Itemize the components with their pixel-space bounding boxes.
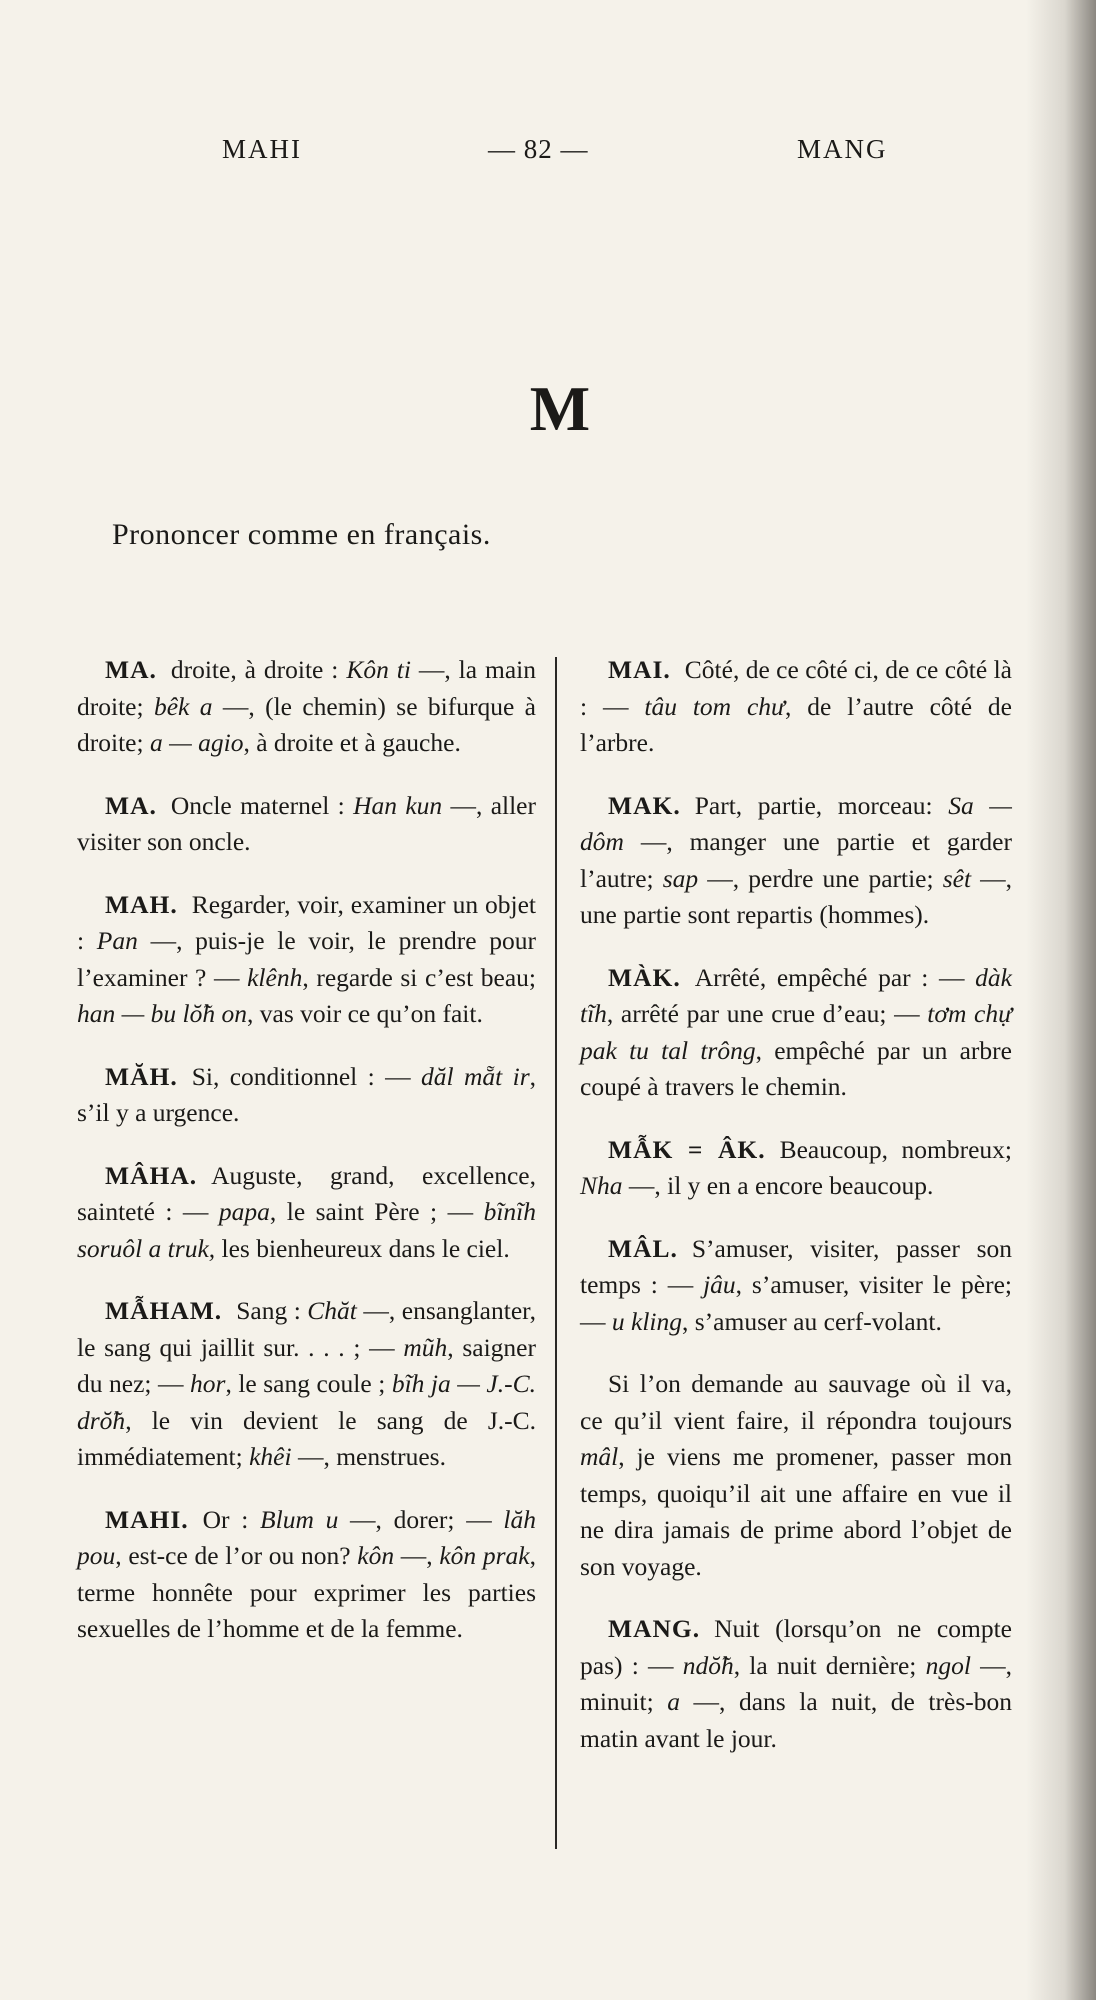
definition-text: Regarder, voir, examiner un objet : [77,889,536,955]
definition-text: Or : [202,1504,261,1534]
example-term: klênh [247,962,303,992]
definition-text: —, aller visiter son oncle. [77,790,536,856]
definition-text: —, (le chemin) se bifurque à droite; [77,691,536,757]
example-term: ndŏ̃h [682,1650,734,1680]
pronunciation-note: Prononcer comme en français. [112,518,491,551]
definition-text: —, minuit; [580,1650,1012,1716]
definition-text: , la nuit dernière; [733,1650,926,1680]
dictionary-entry [77,1502,536,1648]
headword: MĂH. [105,1061,178,1091]
definition-text: —, [394,1541,440,1570]
example-term: dàk tĩh [580,962,1012,1028]
example-term: Nha [580,1171,623,1200]
definition-text: , le sang coule ; [225,1369,392,1398]
dictionary-entry [77,1158,536,1268]
example-term: u kling [611,1306,682,1336]
example-term: lăh pou [77,1504,537,1570]
dictionary-entry [580,1611,1012,1757]
example-term: a — agio [149,728,244,757]
definition-text: , à droite et à gauche. [243,728,461,757]
example-term: bĩnĩh soruôl a truk, [77,1197,536,1263]
definition-text: les bienheureux dans le ciel. [215,1233,510,1263]
definition-text: —, perdre une partie; [698,863,943,893]
headword: MẪHAM. [105,1296,223,1325]
example-term: han — bu lŏ̃h on [77,999,248,1028]
definition-text: —, dorer; — [338,1504,504,1534]
definition-text: , est-ce de l’or ou non? [115,1541,358,1570]
headword: MẪK = ÂK. [608,1134,766,1164]
example-term: hor [190,1369,226,1398]
headword: MAHI. [105,1504,189,1534]
example-term: Pan [96,926,138,955]
definition-text: Si, conditionnel : — [191,1061,421,1091]
example-term: Sa — dôm [580,790,1012,856]
definition-text: —, il y en a encore beaucoup. [622,1171,934,1200]
definition-text: , le saint Père ; — [269,1197,484,1226]
example-term: kôn [357,1541,395,1570]
column-divider [555,657,557,1849]
definition-text: , s’il y a urgence. [77,1061,537,1127]
headword: MANG. [608,1614,701,1643]
example-term: a [667,1687,680,1716]
definition-text: —, ensanglanter, le sang qui jaillit sur. . . . ; — [77,1296,536,1362]
dictionary-entry [580,960,1012,1106]
headword: MA. [105,790,157,820]
example-term: sêt [942,863,972,893]
dictionary-entry [580,788,1012,934]
dictionary-entry [77,1293,536,1476]
definition-text: —, manger une partie et garder l’autre; [580,827,1012,893]
headword: MAK. [608,790,681,820]
definition-text: droite, à droite : [170,655,347,684]
example-term: mũh [403,1332,448,1362]
definition-text: , s’amuser, visiter le père; — [580,1270,1012,1336]
example-term: ngol [925,1650,971,1680]
definition-text: S’amuser, visiter, passer son temps : — [580,1233,1012,1299]
dictionary-entry [580,1231,1012,1341]
dictionary-entry [580,1366,1012,1585]
headword: MÂHA. [105,1160,198,1190]
definition-text: —, puis-je le voir, le prendre pour l’examiner ? — [77,926,536,992]
definition-text: Côté, de ce côté ci, de ce côté là : — [580,655,1012,721]
example-term: tâu tom chư [644,691,785,721]
example-term: tơm chự pak tu tal trông [580,999,1012,1065]
example-term: Kôn ti [346,655,411,684]
definition-text: Si l’on demande au sauvage où il va, ce qu’il vient faire, il répondra toujours [580,1369,1012,1435]
example-term: kôn prak [439,1541,530,1570]
left-column [77,652,536,1674]
example-term: dăl mẵt ir [421,1061,530,1091]
definition-text: , arrêté par une crue d’eau; — [606,999,928,1028]
dictionary-entry [77,1059,536,1132]
example-term: bĩh ja — J.-C. drŏ̃h [77,1369,536,1435]
headword: MAI. [608,655,671,684]
headword: MÀK. [608,962,681,992]
definition-text: Arrêté, empêché par : — [694,962,976,992]
definition-text: , regarde si c’est beau; [302,962,536,992]
dictionary-entry [580,1132,1012,1205]
definition-text: Auguste, grand, excellence, sainteté : — [77,1160,536,1226]
definition-text: , terme honnête pour exprimer les parties sexuelles de l’homme et de la femme. [77,1541,536,1643]
definition-text: Nuit (lorsqu’on ne compte pas) : — [580,1614,1012,1680]
section-letter: M [529,373,591,444]
running-head-left: MAHI [222,134,302,164]
definition-text: —, la main droite; [77,655,536,721]
definition-text: , je viens me promener, passer mon temps, quoiqu’il ait une affaire en vue il ne dira jamais de prime abord l’objet de son voyage. [580,1442,1012,1581]
definition-text: —, une partie sont repartis (hommes). [580,863,1013,929]
example-term: sap [662,863,699,893]
page-number: — 82 — [488,134,589,164]
definition-text: , saigner du nez; — [77,1332,536,1398]
definition-text: , empêché par un arbre coupé à travers le chemin. [580,1035,1012,1101]
definition-text: , de l’autre côté de l’arbre. [580,691,1012,757]
definition-text: —, dans la nuit, de très-bon matin avant le jour. [580,1687,1012,1753]
definition-text: , s’amuser au cerf-volant. [682,1306,942,1336]
definition-text: , le vin devient le sang de J.-C. immédiatement; [77,1405,536,1471]
example-term: Han kun [353,790,443,820]
definition-text: Beaucoup, nombreux; [779,1134,1012,1164]
right-column [580,652,1012,1783]
definition-text: —, menstrues. [291,1442,446,1471]
headword: MAH. [105,889,178,919]
example-term: jâu [703,1270,736,1299]
definition-text: Sang : [236,1296,308,1325]
dictionary-entry [77,887,536,1033]
dictionary-entry [77,788,536,861]
dictionary-entry [580,652,1012,762]
page-edge-shadow [1026,0,1096,2000]
example-term: Chăt [307,1296,357,1325]
headword: MÂL. [608,1233,678,1263]
example-term: papa [218,1197,270,1226]
example-term: mâl [580,1442,619,1471]
example-term: bêk a [153,691,213,721]
definition-text: Part, partie, morceau: [694,790,949,820]
definition-text: Oncle maternel : [170,790,354,820]
example-term: Blum u [260,1504,339,1534]
running-head-right: MANG [797,134,888,164]
example-term: khêi [249,1442,292,1471]
definition-text: , vas voir ce qu’on fait. [247,999,483,1028]
dictionary-entry [77,652,536,762]
headword: MA. [105,655,157,684]
